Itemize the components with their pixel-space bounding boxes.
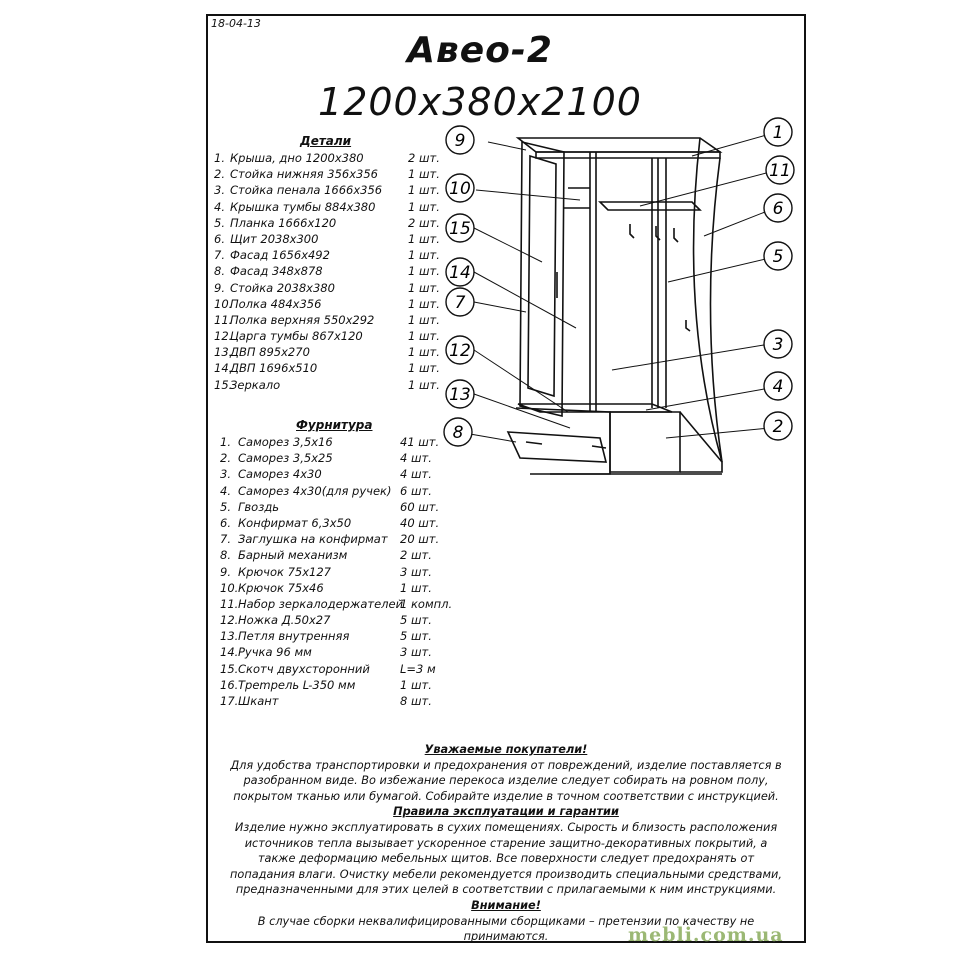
- details-item-number: 2.: [214, 167, 225, 182]
- hardware-item-quantity: L=3 м: [400, 661, 436, 676]
- hardware-item: [220, 531, 450, 547]
- details-list: [214, 150, 444, 393]
- details-item-name: Стойка нижняя 356х356: [230, 167, 378, 182]
- hardware-item-name: Трempель L-350 мм: [238, 677, 356, 692]
- details-item: [214, 166, 444, 182]
- hardware-item-number: 1.: [220, 435, 231, 449]
- hardware-item: [220, 564, 450, 580]
- notice-text-warning: В случае сборки неквалифицированными сборщиками – претензии по качеству не принимаются.: [257, 914, 755, 944]
- hardware-item: [220, 644, 450, 660]
- details-item: [214, 150, 444, 166]
- hardware-item-quantity: 60 шт.: [400, 499, 440, 514]
- details-item-number: 9.: [214, 280, 225, 295]
- hardware-item: [220, 580, 450, 596]
- callout-label: 6: [772, 199, 784, 219]
- details-item: [214, 231, 444, 247]
- watermark: mebli.com.ua: [628, 924, 784, 946]
- callout-labels: [444, 118, 794, 446]
- cabinet-outline: [508, 138, 722, 474]
- details-item-name: Царга тумбы 867х120: [230, 329, 363, 344]
- hardware-item-number: 13.: [220, 629, 239, 644]
- notice-text-transport: Для удобства транспортировки и предохранения от повреждений, изделие поставляется в разобранном виде. Во избежание перекоса изделие следует собирать на ровном полу, покрытом тканью или бумагой. Собирайте изделие в точном соответствии с инструкцией.: [230, 758, 782, 803]
- notice-greeting: Уважаемые покупатели!: [424, 743, 588, 756]
- details-item: [214, 377, 444, 393]
- details-item-quantity: 1 шт.: [408, 377, 440, 392]
- hardware-item-name: Саморез 4х30: [238, 467, 322, 482]
- callout-label: 15: [449, 219, 471, 239]
- details-item: [214, 215, 444, 231]
- callout-label: 9: [454, 131, 466, 151]
- details-item-name: Полка верхняя 550х292: [230, 312, 375, 327]
- hardware-item: [220, 596, 453, 612]
- hardware-item-name: Саморез 3,5х16: [238, 435, 333, 449]
- hardware-item: [220, 693, 450, 709]
- hardware-item: [220, 483, 450, 499]
- hardware-item: [220, 466, 450, 482]
- details-item-name: Планка 1666х120: [230, 215, 337, 230]
- details-item-quantity: 2 шт.: [408, 151, 440, 165]
- details-item-quantity: 1 шт.: [408, 312, 440, 327]
- hardware-item: [220, 434, 450, 450]
- notice-section: [226, 742, 786, 945]
- hardware-item: [220, 450, 450, 466]
- hardware-item-quantity: 2 шт.: [400, 548, 432, 563]
- details-item-number: 11.: [214, 312, 233, 327]
- callout-label: 8: [452, 423, 464, 443]
- furniture-drawing: [430, 112, 800, 492]
- callout-label: 1: [772, 123, 784, 143]
- hardware-item-quantity: 1 шт.: [400, 677, 432, 692]
- hardware-item: [220, 628, 450, 644]
- hardware-item: [220, 677, 450, 693]
- hardware-item-name: Ручка 96 мм: [238, 645, 312, 660]
- hardware-item-number: 14.: [220, 645, 239, 660]
- hardware-item-number: 4.: [220, 483, 231, 498]
- hardware-item-number: 17.: [220, 694, 239, 708]
- details-heading: Детали: [300, 134, 352, 148]
- details-item-name: Стойка 2038х380: [230, 280, 335, 295]
- hardware-item-name: Скотч двухсторонний: [238, 661, 370, 676]
- hardware-item-number: 11.: [220, 596, 239, 611]
- details-item-number: 10.: [214, 296, 233, 311]
- hardware-item-number: 5.: [220, 499, 231, 514]
- details-item-quantity: 1 шт.: [408, 329, 440, 344]
- details-item: [214, 296, 444, 312]
- details-item-name: Щит 2038х300: [230, 231, 319, 246]
- details-item-name: Полка 484х356: [230, 296, 322, 311]
- details-item: [214, 312, 444, 328]
- callout-label: 5: [772, 247, 784, 267]
- hardware-item-quantity: 8 шт.: [400, 694, 432, 708]
- details-item-number: 3.: [214, 183, 225, 198]
- leader-lines: [470, 134, 770, 442]
- hardware-item-number: 7.: [220, 532, 231, 547]
- details-item-number: 15.: [214, 377, 233, 392]
- details-item-quantity: 1 шт.: [408, 296, 440, 311]
- details-item: [214, 280, 444, 296]
- hardware-item-quantity: 5 шт.: [400, 613, 432, 628]
- details-item-name: Стойка пенала 1666х356: [230, 183, 383, 198]
- details-item-quantity: 1 шт.: [408, 199, 440, 214]
- hardware-item: [220, 661, 450, 677]
- details-item: [214, 182, 444, 198]
- details-item-number: 1.: [214, 151, 225, 165]
- details-item-name: Фасад 348х878: [230, 264, 323, 279]
- hardware-item-name: Саморез 4х30(для ручек): [238, 483, 392, 498]
- hardware-item-quantity: 41 шт.: [400, 435, 440, 449]
- details-item: [214, 263, 444, 279]
- hardware-item-quantity: 6 шт.: [400, 483, 432, 498]
- product-title: Авео-2: [407, 30, 553, 71]
- details-item-quantity: 1 шт.: [408, 264, 440, 279]
- hardware-item-name: Гвоздь: [238, 499, 280, 514]
- hardware-item-number: 12.: [220, 613, 239, 628]
- callout-label: 11: [769, 161, 791, 181]
- details-item-quantity: 1 шт.: [408, 280, 440, 295]
- hardware-item-number: 10.: [220, 580, 239, 595]
- details-item-number: 6.: [214, 231, 225, 246]
- rules-heading: Правила эксплуатации и гарантии: [393, 805, 619, 819]
- hardware-item-quantity: 5 шт.: [400, 629, 432, 644]
- hardware-item-quantity: 4 шт.: [400, 467, 432, 482]
- hardware-item-quantity: 3 шт.: [400, 564, 432, 579]
- details-item-number: 4.: [214, 199, 225, 214]
- callout-label: 14: [449, 263, 471, 283]
- details-item-name: ДВП 1696х510: [230, 361, 318, 376]
- hardware-item-name: Ножка Д.50х27: [238, 613, 331, 628]
- hardware-item-quantity: 20 шт.: [400, 532, 440, 547]
- details-item-quantity: 1 шт.: [408, 231, 440, 246]
- hardware-item-number: 2.: [220, 451, 231, 466]
- hardware-item-name: Петля внутренняя: [238, 629, 350, 644]
- details-item-quantity: 1 шт.: [408, 248, 440, 263]
- details-item-number: 13.: [214, 345, 233, 360]
- details-item: [214, 360, 444, 376]
- warning-heading: Внимание!: [471, 898, 541, 912]
- hardware-item-name: Набор зеркалодержателей: [238, 596, 404, 611]
- document-date: 18-04-13: [211, 17, 261, 30]
- hardware-item-name: Крючок 75х46: [238, 580, 324, 595]
- hardware-item-name: Конфирмат 6,3х50: [238, 515, 352, 530]
- hardware-item: [220, 612, 450, 628]
- callout-label: 7: [454, 293, 466, 313]
- callout-label: 10: [449, 179, 471, 199]
- hardware-item: [220, 547, 450, 563]
- hardware-item-number: 3.: [220, 467, 231, 482]
- details-item-quantity: 1 шт.: [408, 183, 440, 198]
- hardware-item-quantity: 40 шт.: [400, 515, 440, 530]
- details-item: [214, 344, 444, 360]
- hardware-item-number: 9.: [220, 564, 231, 579]
- hardware-item-quantity: 3 шт.: [400, 645, 432, 660]
- callout-label: 4: [772, 377, 784, 397]
- hardware-item-name: Барный механизм: [238, 548, 348, 563]
- details-item-number: 14.: [214, 361, 233, 376]
- details-item-quantity: 1 шт.: [408, 167, 440, 182]
- details-item-number: 8.: [214, 264, 225, 279]
- details-item-name: Крышка тумбы 884х380: [230, 199, 376, 214]
- details-item-quantity: 2 шт.: [408, 215, 440, 230]
- callout-label: 3: [772, 335, 784, 355]
- hardware-item-number: 16.: [220, 677, 239, 692]
- hardware-item-name: Шкант: [238, 694, 279, 708]
- hardware-item-quantity: 1 компл.: [400, 596, 453, 611]
- hardware-item-quantity: 1 шт.: [400, 580, 432, 595]
- details-item: [214, 199, 444, 215]
- hardware-item-quantity: 4 шт.: [400, 451, 432, 466]
- hardware-list: [220, 434, 453, 709]
- details-item-quantity: 1 шт.: [408, 361, 440, 376]
- details-item-number: 12.: [214, 329, 233, 344]
- hardware-item-number: 8.: [220, 548, 231, 563]
- details-item-name: Фасад 1656х492: [230, 248, 330, 263]
- callout-label: 12: [449, 341, 471, 361]
- details-item: [214, 247, 444, 263]
- details-item: [214, 328, 444, 344]
- details-item-name: Зеркало: [230, 377, 281, 392]
- hardware-item-name: Крючок 75х127: [238, 564, 331, 579]
- details-item-name: ДВП 895х270: [230, 345, 310, 360]
- hardware-item-name: Саморез 3,5х25: [238, 451, 333, 466]
- callout-label: 13: [449, 385, 471, 405]
- details-item-number: 5.: [214, 215, 225, 230]
- hardware-heading: Фурнитура: [296, 418, 373, 432]
- details-item-name: Крыша, дно 1200х380: [230, 151, 364, 165]
- details-item-quantity: 1 шт.: [408, 345, 440, 360]
- notice-text-rules: Изделие нужно эксплуатировать в сухих помещениях. Сырость и близость расположения источников тепла вызывает ускоренное старение защитно-декоративных покрытий, а также деформацию мебельных щитов. Все поверхности следует предохранять от попадания влаги. Очистку мебели рекомендуется производить специальными средствами, предназначенными для этих целей в соответствии с прилагаемыми к ним инструкциями.: [230, 820, 782, 897]
- hardware-item: [220, 515, 450, 531]
- hardware-item-number: 15.: [220, 661, 239, 676]
- hardware-item-name: Заглушка на конфирмат: [238, 532, 388, 547]
- callout-label: 2: [772, 417, 784, 437]
- hardware-item: [220, 499, 450, 515]
- hardware-item-number: 6.: [220, 515, 231, 530]
- details-item-number: 7.: [214, 248, 225, 263]
- product-dimensions: 1200x380x2100: [318, 80, 642, 124]
